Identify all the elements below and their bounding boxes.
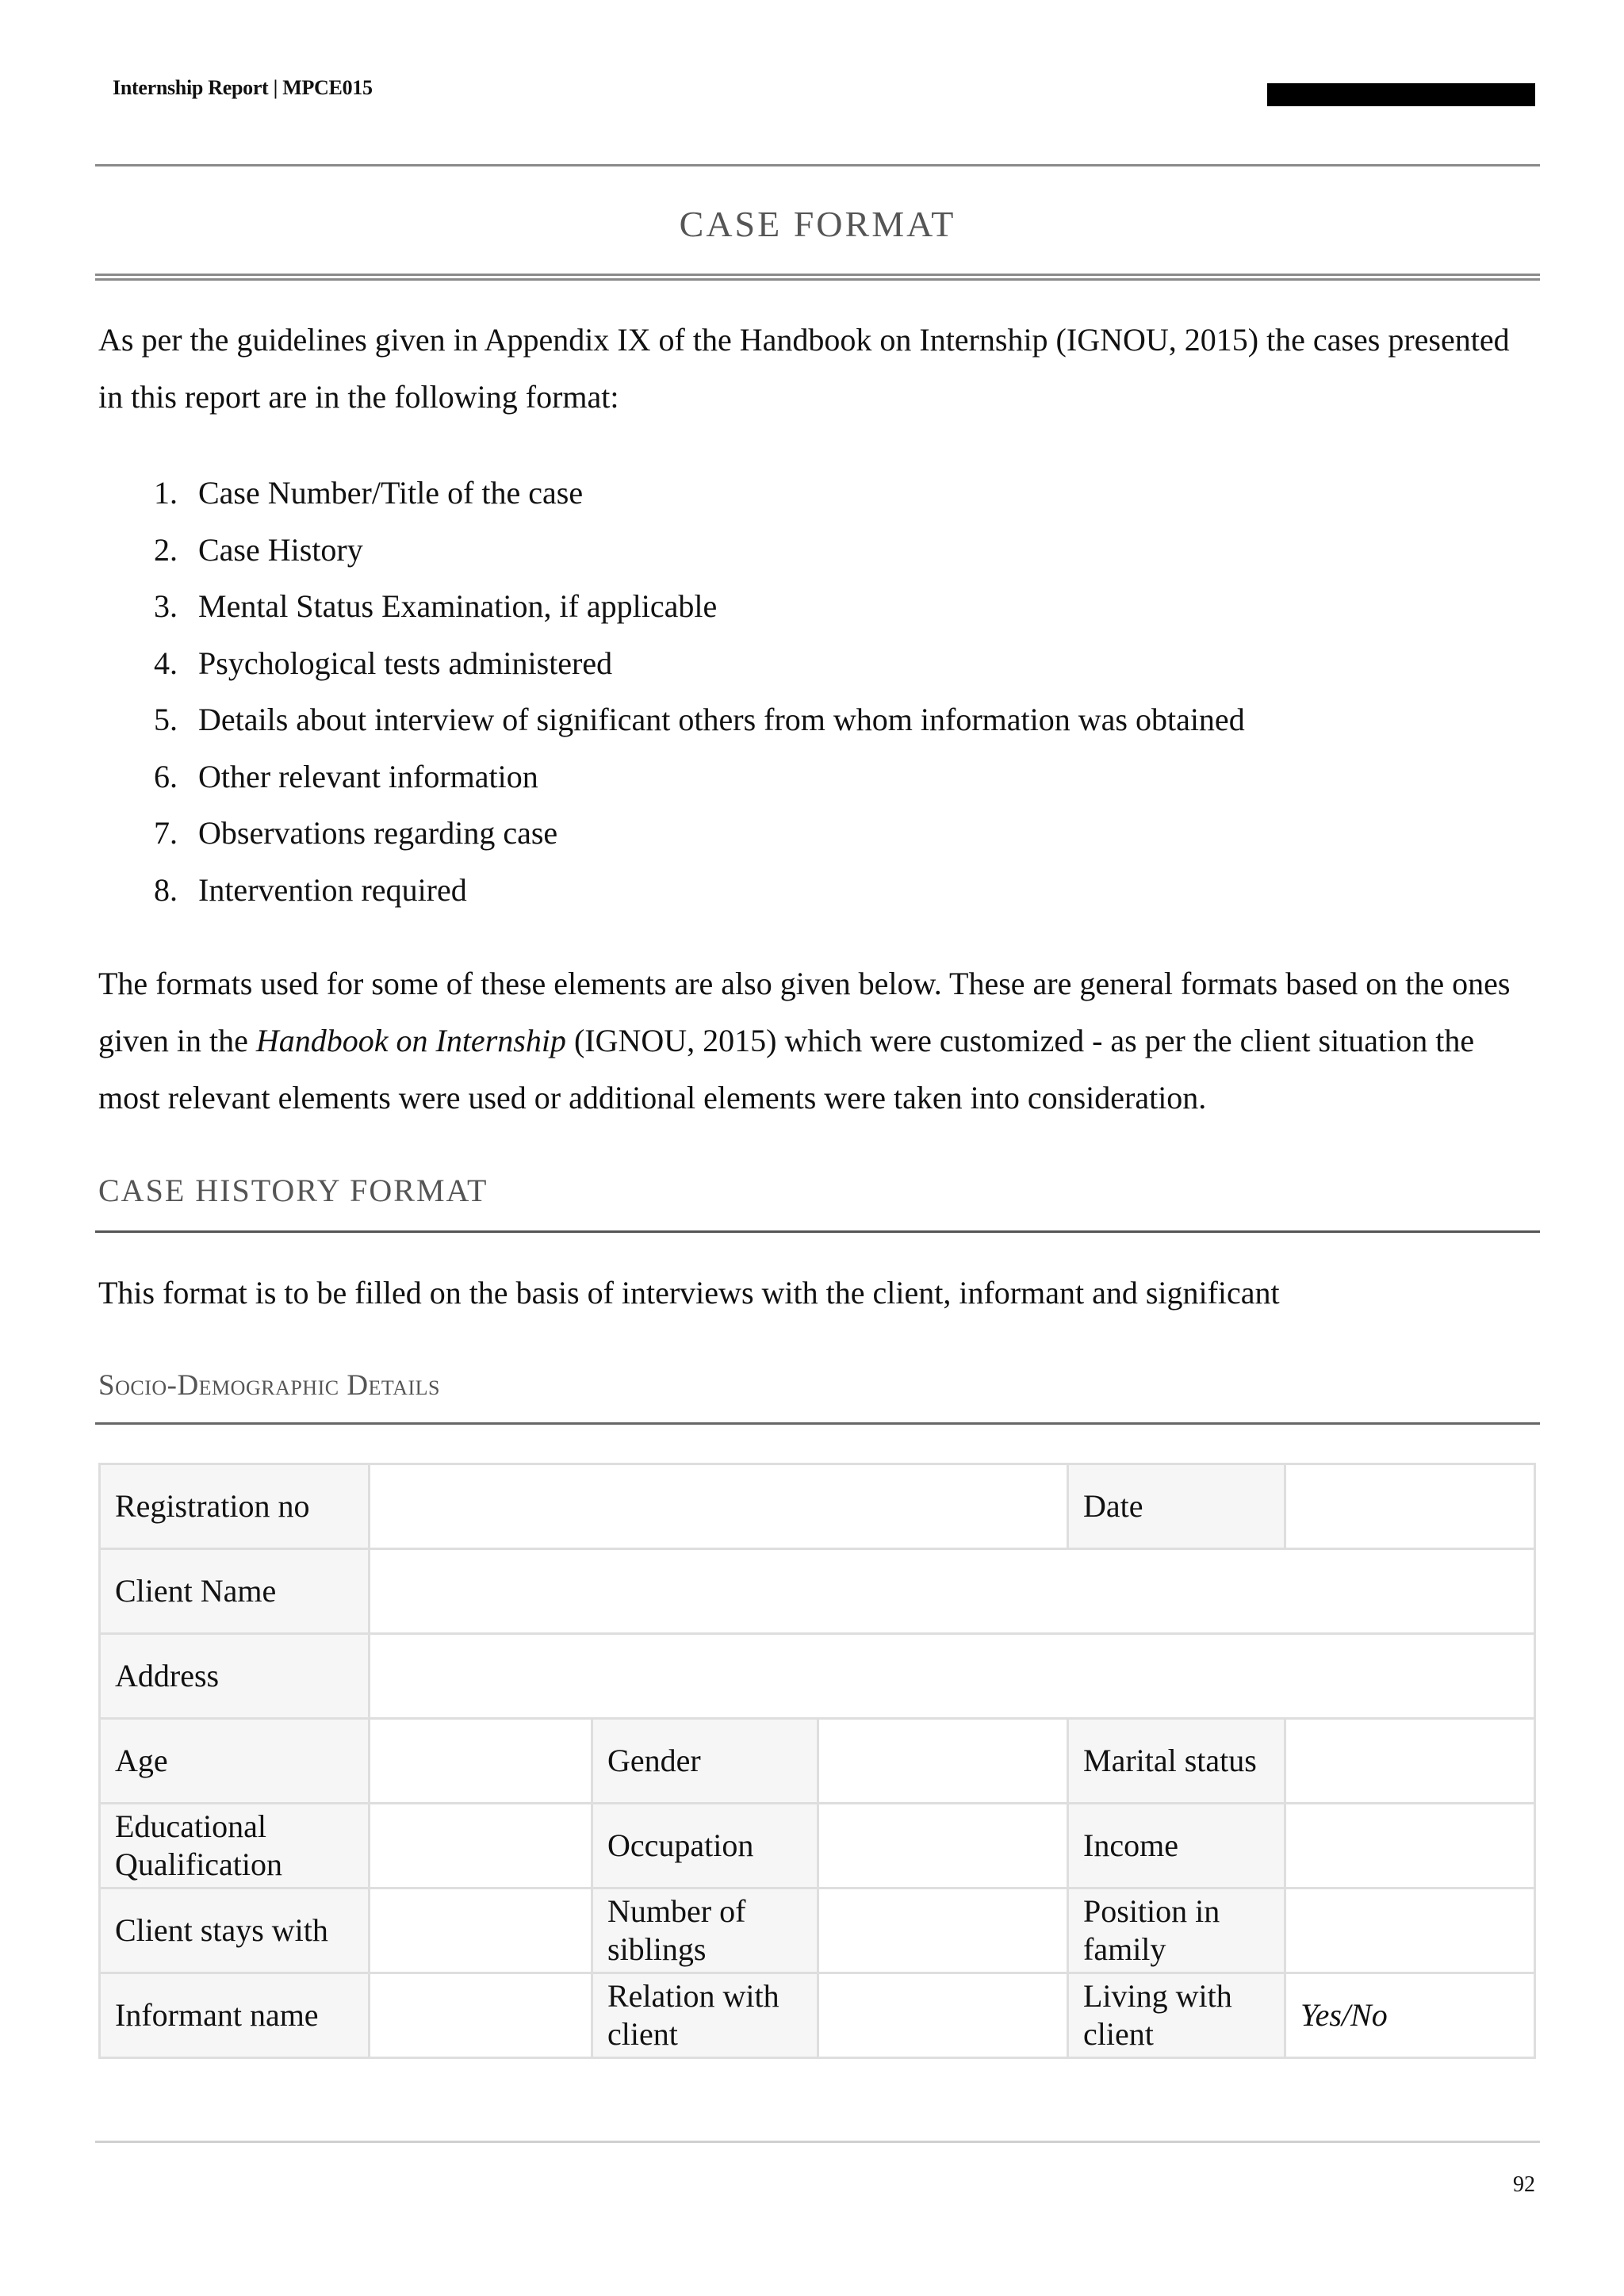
informant-name-field[interactable] xyxy=(370,1973,592,2058)
living-with-client-value[interactable]: Yes/No xyxy=(1285,1973,1535,2058)
living-with-client-label: Living with client xyxy=(1068,1973,1285,2058)
relation-with-client-field[interactable] xyxy=(818,1973,1068,2058)
address-field[interactable] xyxy=(370,1634,1535,1719)
table-row xyxy=(100,1888,1535,1973)
client-name-label: Client Name xyxy=(100,1549,370,1634)
table-row xyxy=(100,1549,1535,1634)
list-item: 6. Other relevant information xyxy=(154,758,538,794)
client-stays-with-field[interactable] xyxy=(370,1888,592,1973)
case-history-rule xyxy=(95,1230,1540,1233)
redaction-bar xyxy=(1267,83,1535,106)
list-item: 2. Case History xyxy=(154,531,363,568)
list-item: 1. Case Number/Title of the case xyxy=(154,475,584,511)
gender-field[interactable] xyxy=(818,1719,1068,1804)
client-name-field[interactable] xyxy=(370,1549,1535,1634)
number-of-siblings-label: Number of siblings xyxy=(592,1888,818,1973)
occupation-label: Occupation xyxy=(592,1804,818,1888)
list-item: 7. Observations regarding case xyxy=(154,815,558,851)
educational-qualification-label: Educational Qualification xyxy=(100,1804,370,1888)
position-in-family-label: Position in family xyxy=(1068,1888,1285,1973)
gender-label: Gender xyxy=(592,1719,818,1804)
age-field[interactable] xyxy=(370,1719,592,1804)
page-title: CASE FORMAT xyxy=(679,204,956,244)
socio-demographic-heading: Socio-Demographic Details xyxy=(98,1369,441,1402)
registration-no-field[interactable] xyxy=(370,1464,1068,1549)
registration-no-label: Registration no xyxy=(100,1464,370,1549)
position-in-family-field[interactable] xyxy=(1285,1888,1535,1973)
table-row xyxy=(100,1719,1535,1804)
address-label: Address xyxy=(100,1634,370,1719)
age-label: Age xyxy=(100,1719,370,1804)
table-row xyxy=(100,1634,1535,1719)
list-item: 8. Intervention required xyxy=(154,871,467,908)
marital-status-field[interactable] xyxy=(1285,1719,1535,1804)
intro-paragraph: As per the guidelines given in Appendix IX of the Handbook on Internship (IGNOU, 2015) the cases presented in this report are in the following format: xyxy=(98,322,1510,415)
case-history-heading: CASE HISTORY FORMAT xyxy=(98,1173,488,1208)
case-history-text: This format is to be filled on the basis of interviews with the client, informant and significant xyxy=(98,1275,1280,1311)
footer-rule xyxy=(95,2141,1540,2143)
socio-demographic-table xyxy=(98,1463,1536,2059)
title-top-rule xyxy=(95,164,1540,166)
table-row xyxy=(100,1973,1535,2058)
income-field[interactable] xyxy=(1285,1804,1535,1888)
running-header: Internship Report | MPCE015 xyxy=(113,76,373,99)
table-row xyxy=(100,1804,1535,1888)
relation-with-client-label: Relation with client xyxy=(592,1973,818,2058)
occupation-field[interactable] xyxy=(818,1804,1068,1888)
number-of-siblings-field[interactable] xyxy=(818,1888,1068,1973)
date-label: Date xyxy=(1068,1464,1285,1549)
table-row xyxy=(100,1464,1535,1549)
marital-status-label: Marital status xyxy=(1068,1719,1285,1804)
client-stays-with-label: Client stays with xyxy=(100,1888,370,1973)
educational-qualification-field[interactable] xyxy=(370,1804,592,1888)
title-bottom-rule-2 xyxy=(95,278,1540,281)
page-number: 92 xyxy=(1513,2172,1535,2197)
format-list xyxy=(98,465,1245,918)
formats-paragraph: The formats used for some of these elements are also given below. These are general formats based on the ones given in the Handbook on Internship (IGNOU, 2015) which were customized - as per the client situation the most relevant elements were used or additional elements were taken into consideration. xyxy=(98,966,1511,1115)
socio-rule xyxy=(95,1422,1540,1425)
income-label: Income xyxy=(1068,1804,1285,1888)
list-item: 3. Mental Status Examination, if applicable xyxy=(154,588,718,624)
date-field[interactable] xyxy=(1285,1464,1535,1549)
title-bottom-rule-1 xyxy=(95,274,1540,276)
list-item: 5. Details about interview of significant others from whom information was obtained xyxy=(154,702,1245,737)
list-item: 4. Psychological tests administered xyxy=(154,645,613,681)
informant-name-label: Informant name xyxy=(100,1973,370,2058)
